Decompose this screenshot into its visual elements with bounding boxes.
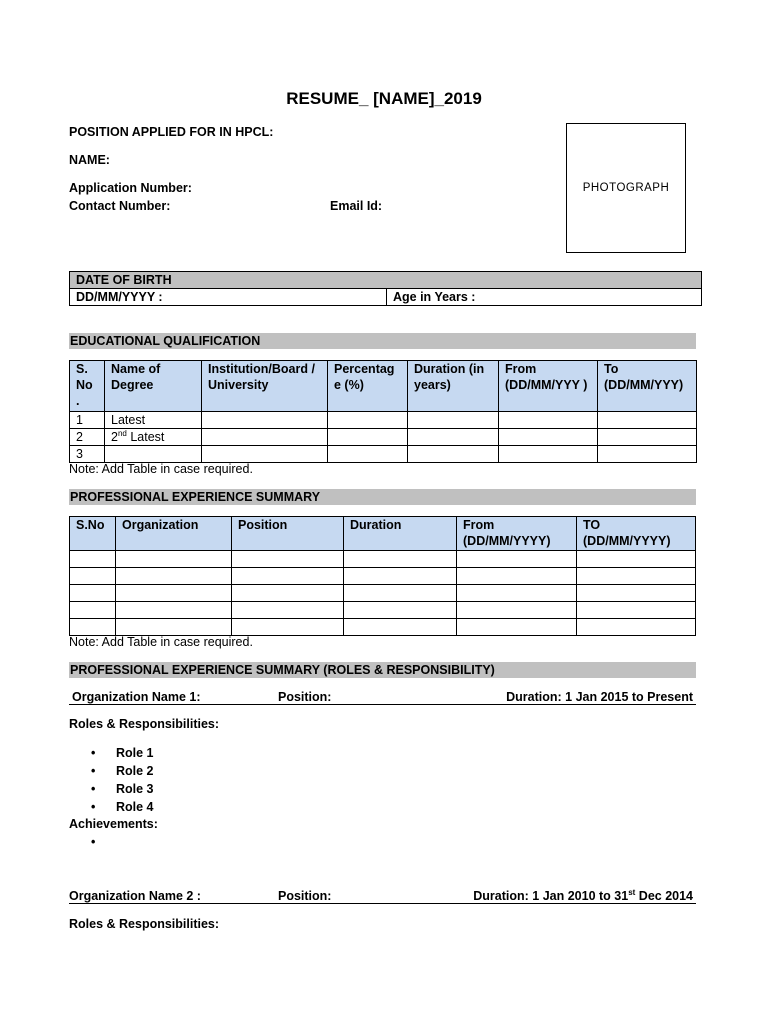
edu-degree-sup: nd (117, 428, 127, 438)
org2-duration (473, 889, 693, 903)
table-row (70, 429, 697, 446)
list-item: Role 3 (116, 782, 154, 796)
edu-col-to: To (DD/MM/YYY) (598, 361, 697, 412)
exp-cell[interactable] (457, 602, 577, 619)
org2-duration-prefix: Duration: 1 Jan 2010 to 31 (473, 889, 629, 903)
table-row (70, 602, 696, 619)
dob-table (69, 271, 702, 306)
position-applied-label: POSITION APPLIED FOR IN HPCL: (69, 125, 274, 139)
email-id-label: Email Id: (330, 199, 383, 213)
exp-cell[interactable] (577, 619, 696, 636)
exp-cell[interactable] (70, 568, 116, 585)
table-row (70, 412, 697, 429)
application-number-label: Application Number: (69, 181, 192, 195)
exp-cell[interactable] (232, 602, 344, 619)
exp-cell[interactable] (116, 602, 232, 619)
exp-col-duration: Duration (344, 517, 457, 551)
edu-cell[interactable] (328, 446, 408, 463)
org1-roles-label: Roles & Responsibilities: (69, 717, 220, 731)
org2-name-label: Organization Name 2 : (69, 889, 201, 903)
exp-col-from: From (DD/MM/YYYY) (457, 517, 577, 551)
edu-sno: 1 (70, 412, 105, 429)
edu-degree-text: Latest (126, 430, 165, 444)
bullet-icon: • (91, 782, 96, 796)
name-label: NAME: (69, 153, 110, 167)
org2-position-label: Position: (278, 889, 332, 903)
exp-cell[interactable] (577, 585, 696, 602)
edu-degree: Latest (105, 412, 202, 429)
photograph-label: PHOTOGRAPH (582, 182, 670, 194)
edu-sno: 3 (70, 446, 105, 463)
list-item: Role 1 (116, 746, 154, 760)
edu-cell[interactable] (408, 446, 499, 463)
org1-position-label: Position: (278, 690, 332, 704)
roles-section-title: PROFESSIONAL EXPERIENCE SUMMARY (ROLES & RESPONSIBILITY) (69, 662, 696, 678)
list-item: Role 4 (116, 800, 154, 814)
list-item: Role 2 (116, 764, 154, 778)
exp-cell[interactable] (344, 585, 457, 602)
org1-achievements-label: Achievements: (69, 817, 158, 831)
exp-cell[interactable] (70, 602, 116, 619)
photograph-box (566, 123, 686, 253)
exp-cell[interactable] (232, 568, 344, 585)
edu-cell[interactable] (598, 446, 697, 463)
edu-cell[interactable] (408, 412, 499, 429)
exp-cell[interactable] (344, 602, 457, 619)
exp-cell[interactable] (116, 551, 232, 568)
education-table (69, 360, 697, 463)
bullet-icon: • (91, 800, 96, 814)
education-note: Note: Add Table in case required. (69, 462, 253, 476)
exp-cell[interactable] (577, 602, 696, 619)
org1-name-label: Organization Name 1: (72, 690, 201, 704)
exp-cell[interactable] (457, 585, 577, 602)
org2-duration-sup: st (628, 887, 636, 897)
exp-cell[interactable] (116, 585, 232, 602)
exp-col-to: TO (DD/MM/YYYY) (577, 517, 696, 551)
bullet-icon: • (91, 764, 96, 778)
exp-cell[interactable] (457, 551, 577, 568)
exp-cell[interactable] (344, 568, 457, 585)
edu-degree (105, 429, 202, 446)
edu-cell[interactable] (499, 446, 598, 463)
table-row (70, 551, 696, 568)
org2-duration-suffix: Dec 2014 (635, 889, 693, 903)
exp-cell[interactable] (70, 585, 116, 602)
exp-col-sno: S.No (70, 517, 116, 551)
exp-cell[interactable] (457, 568, 577, 585)
edu-degree[interactable] (105, 446, 202, 463)
exp-cell[interactable] (577, 568, 696, 585)
edu-col-degree: Name of Degree (105, 361, 202, 412)
exp-cell[interactable] (457, 619, 577, 636)
exp-cell[interactable] (232, 585, 344, 602)
edu-cell[interactable] (499, 429, 598, 446)
exp-col-position: Position (232, 517, 344, 551)
exp-cell[interactable] (577, 551, 696, 568)
org1-duration: Duration: 1 Jan 2015 to Present (506, 690, 693, 704)
edu-col-from: From (DD/MM/YYY ) (499, 361, 598, 412)
edu-col-duration: Duration (in years) (408, 361, 499, 412)
exp-cell[interactable] (116, 619, 232, 636)
table-row (70, 568, 696, 585)
edu-col-percentage: Percentag e (%) (328, 361, 408, 412)
edu-cell[interactable] (202, 446, 328, 463)
edu-sno: 2 (70, 429, 105, 446)
table-row (70, 446, 697, 463)
table-row (70, 585, 696, 602)
contact-number-label: Contact Number: (69, 199, 171, 213)
edu-cell[interactable] (202, 429, 328, 446)
edu-col-sno: S. No . (70, 361, 105, 412)
age-label: Age in Years : (387, 289, 702, 306)
bullet-icon: • (91, 835, 96, 849)
exp-cell[interactable] (232, 551, 344, 568)
edu-cell[interactable] (328, 412, 408, 429)
dob-value: DD/MM/YYYY : (70, 289, 387, 306)
table-row (70, 619, 696, 636)
exp-cell[interactable] (344, 551, 457, 568)
education-section-title: EDUCATIONAL QUALIFICATION (69, 333, 696, 349)
page-title: RESUME_ [NAME]_2019 (286, 89, 482, 108)
edu-degree-num: 2 (111, 430, 118, 444)
dob-header: DATE OF BIRTH (70, 272, 702, 289)
edu-col-institution: Institution/Board / University (202, 361, 328, 412)
exp-col-organization: Organization (116, 517, 232, 551)
experience-note: Note: Add Table in case required. (69, 635, 253, 649)
experience-section-title: PROFESSIONAL EXPERIENCE SUMMARY (69, 489, 696, 505)
exp-cell[interactable] (70, 619, 116, 636)
edu-cell[interactable] (328, 429, 408, 446)
edu-cell[interactable] (408, 429, 499, 446)
experience-table (69, 516, 696, 636)
exp-cell[interactable] (232, 619, 344, 636)
bullet-icon: • (91, 746, 96, 760)
edu-cell[interactable] (499, 412, 598, 429)
exp-cell[interactable] (116, 568, 232, 585)
exp-cell[interactable] (344, 619, 457, 636)
exp-cell[interactable] (70, 551, 116, 568)
edu-cell[interactable] (598, 412, 697, 429)
org2-roles-label: Roles & Responsibilities: (69, 917, 220, 931)
edu-cell[interactable] (598, 429, 697, 446)
edu-cell[interactable] (202, 412, 328, 429)
